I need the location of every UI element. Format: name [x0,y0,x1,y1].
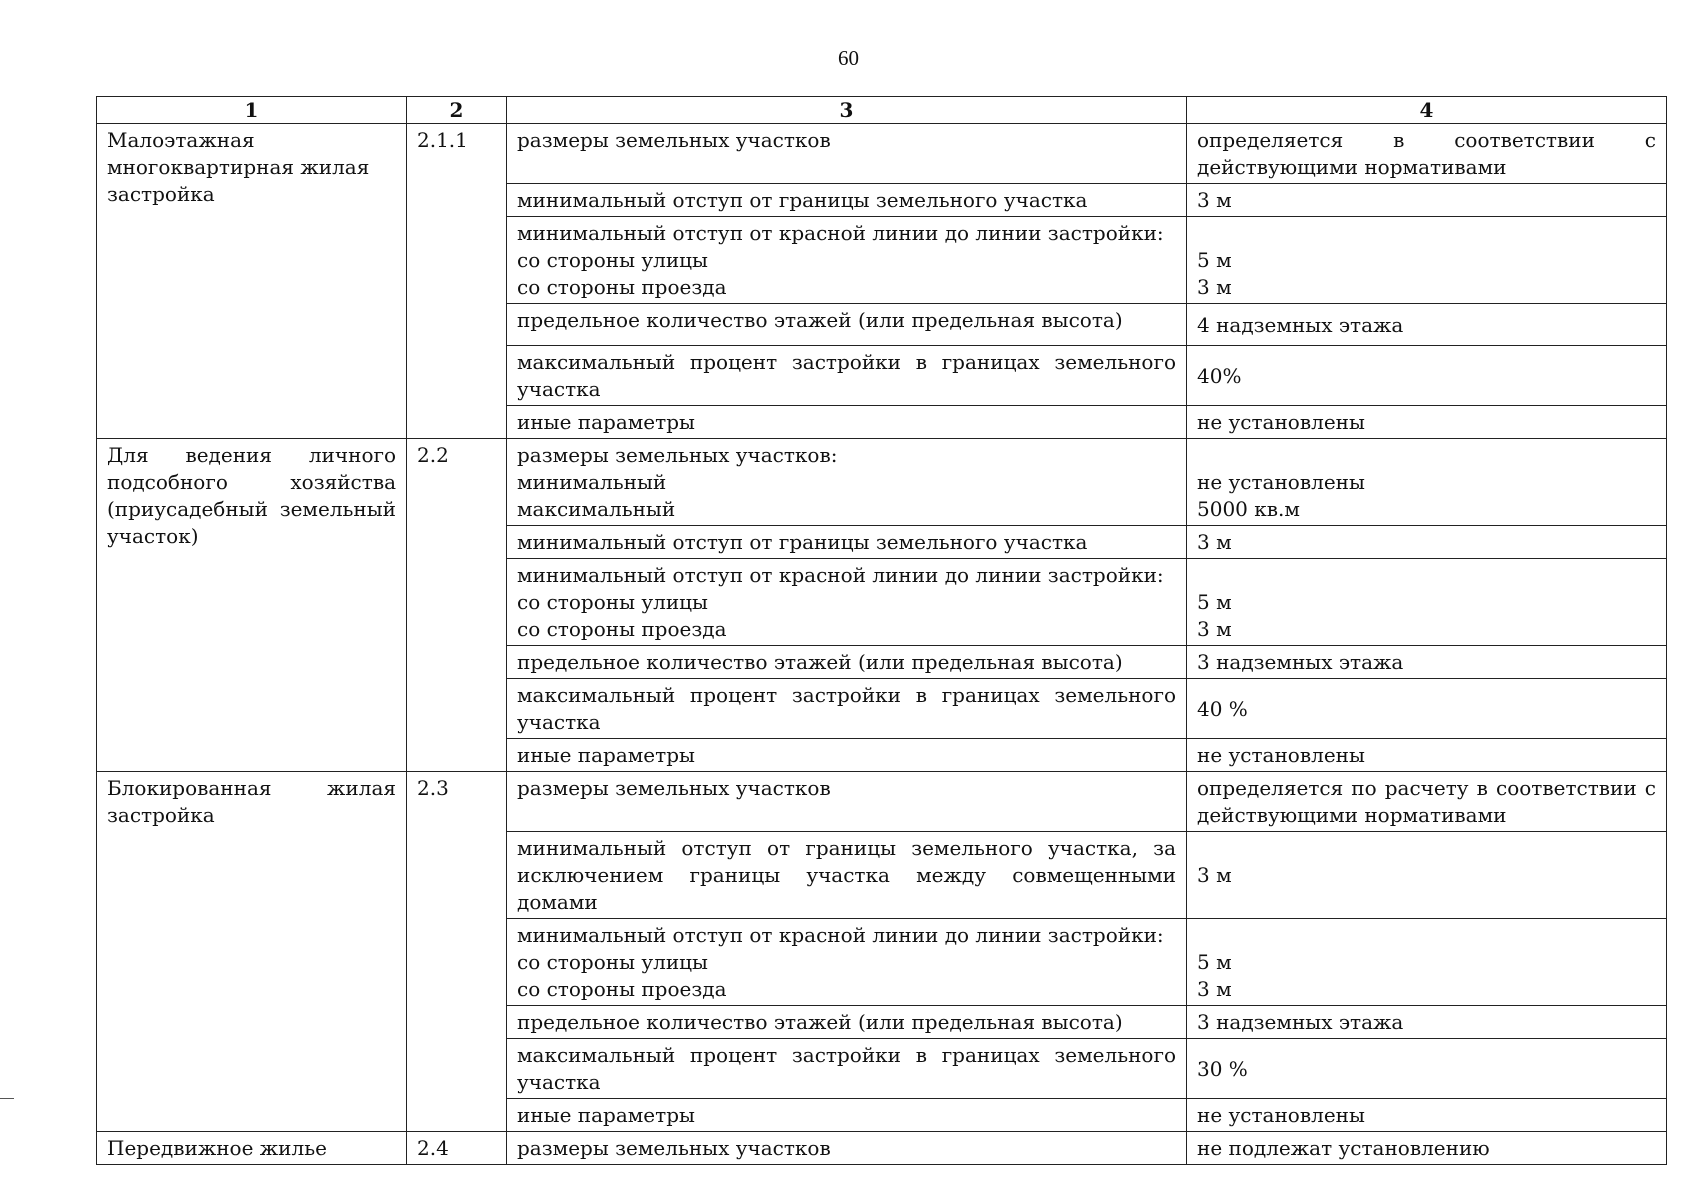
parameter-value: 3 м [1197,977,1232,1001]
parameter-name: минимальный отступ от красной линии до линии застройки: [517,923,1164,947]
parameter-value: 3 надземных этажа [1187,1006,1667,1039]
parameter-name-compound [507,217,1187,304]
parameter-value: не установлены [1187,406,1667,439]
parameter-name: размеры земельных участков: [517,443,838,467]
parameter-subitem: со стороны проезда [517,617,727,641]
parameter-name: максимальный процент застройки в границах земельного участка [507,679,1187,739]
parameter-name: иные параметры [507,406,1187,439]
column-header-3: 3 [507,97,1187,124]
parameter-name: размеры земельных участков [507,1132,1187,1165]
parameter-name: предельное количество этажей (или предельная высота) [507,1006,1187,1039]
zoning-parameters-table [96,96,1666,1165]
parameter-value: 5 м [1197,590,1232,614]
page-number: 60 [838,46,859,70]
use-type-name: Для ведения личного подсобного хозяйства (приусадебный земельный участок) [97,439,407,772]
parameter-value: 40% [1187,346,1667,406]
parameter-value: не установлены [1187,1099,1667,1132]
parameter-subitem: минимальный [517,470,667,494]
parameter-name: иные параметры [507,739,1187,772]
parameter-value-compound [1187,559,1667,646]
parameter-value: 3 м [1197,617,1232,641]
parameter-value: 3 м [1187,184,1667,217]
parameter-value: не установлены [1187,739,1667,772]
parameter-name: минимальный отступ от границы земельного участка, за исключением границы участка между совмещенными домами [507,832,1187,919]
parameter-name-compound [507,439,1187,526]
parameter-value-compound [1187,217,1667,304]
parameter-subitem: со стороны проезда [517,275,727,299]
use-type-name: Малоэтажная многоквартирная жилая застройка [97,124,407,439]
parameter-value: 3 м [1197,275,1232,299]
parameter-name: предельное количество этажей (или предельная высота) [507,304,1187,346]
use-type-code: 2.1.1 [407,124,507,439]
parameter-name: иные параметры [507,1099,1187,1132]
column-header-1: 1 [97,97,407,124]
parameter-value: не установлены [1197,470,1365,494]
table-row [97,124,1667,184]
parameter-subitem: со стороны улицы [517,248,708,272]
parameter-value: 3 м [1187,526,1667,559]
parameter-name: предельное количество этажей (или предельная высота) [507,646,1187,679]
parameter-subitem: со стороны улицы [517,590,708,614]
parameter-name: минимальный отступ от границы земельного участка [507,184,1187,217]
parameter-subitem: максимальный [517,497,676,521]
parameter-value: 40 % [1187,679,1667,739]
parameter-name: максимальный процент застройки в границах земельного участка [507,1039,1187,1099]
parameter-value: 30 % [1187,1039,1667,1099]
parameter-subitem: со стороны улицы [517,950,708,974]
use-type-code: 2.3 [407,772,507,1132]
table-row [97,772,1667,832]
parameter-value: 3 надземных этажа [1187,646,1667,679]
parameter-value: определяется в соответствии с действующими нормативами [1187,124,1667,184]
parameter-name: максимальный процент застройки в границах земельного участка [507,346,1187,406]
use-type-name: Блокированная жилая застройка [97,772,407,1132]
parameter-value: 5 м [1197,248,1232,272]
parameter-name-compound [507,559,1187,646]
parameter-value: не подлежат установлению [1187,1132,1667,1165]
parameter-name: размеры земельных участков [507,772,1187,832]
parameter-name: минимальный отступ от красной линии до линии застройки: [517,563,1164,587]
parameter-value: 4 надземных этажа [1187,304,1667,346]
use-type-code: 2.4 [407,1132,507,1165]
column-header-4: 4 [1187,97,1667,124]
parameter-value: 3 м [1187,832,1667,919]
parameter-name: минимальный отступ от границы земельного участка [507,526,1187,559]
parameter-name: размеры земельных участков [507,124,1187,184]
table-row [97,1132,1667,1165]
parameter-value-compound [1187,919,1667,1006]
table-row [97,439,1667,526]
parameter-name-compound [507,919,1187,1006]
parameter-subitem: со стороны проезда [517,977,727,1001]
header-row [97,97,1667,124]
parameter-value: 5 м [1197,950,1232,974]
parameter-value: определяется по расчету в соответствии с действующими нормативами [1187,772,1667,832]
scan-edge-mark [0,1098,14,1099]
use-type-name: Передвижное жилье [97,1132,407,1165]
parameter-value-compound [1187,439,1667,526]
use-type-code: 2.2 [407,439,507,772]
parameter-name: минимальный отступ от красной линии до линии застройки: [517,221,1164,245]
parameter-value: 5000 кв.м [1197,497,1300,521]
column-header-2: 2 [407,97,507,124]
